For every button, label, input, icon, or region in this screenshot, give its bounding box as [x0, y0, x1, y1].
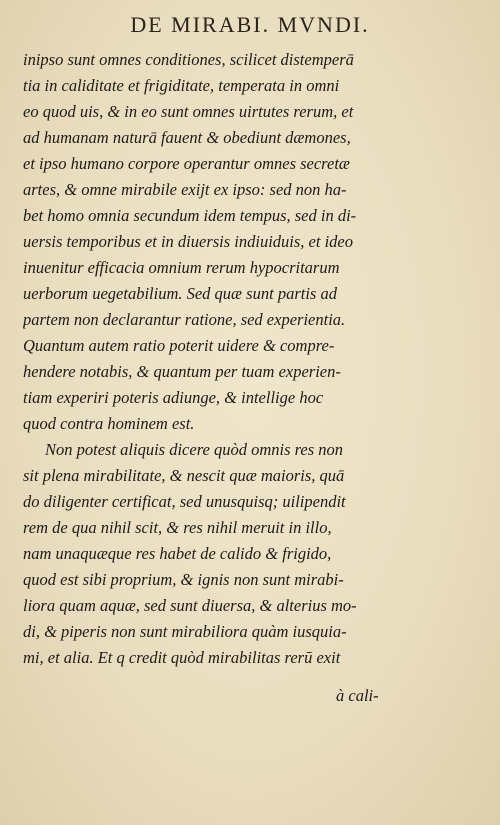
catchword: à cali-: [336, 686, 379, 705]
running-head: DE MIRABI. MVNDI.: [130, 12, 370, 37]
text-line: tiam experiri poteris adiunge, & intellige hoc: [23, 388, 324, 407]
text-line: et ipso humano corpore operantur omnes secretæ: [23, 154, 350, 173]
text-line: inipso sunt omnes conditiones, scilicet distemperā: [23, 50, 354, 69]
text-line: partem non declarantur ratione, sed experientia.: [23, 310, 346, 329]
text-line: rem de qua nihil scit, & res nihil meruit in illo,: [23, 518, 332, 537]
text-line: Non potest aliquis dicere quòd omnis res non: [45, 440, 344, 459]
text-line: mi, et alia. Et q credit quòd mirabilitas rerū exit: [23, 648, 341, 667]
text-line: uersis temporibus et in diuersis indiuiduis, et ideo: [23, 232, 353, 251]
text-line: nam unaquæque res habet de calido & frigido,: [23, 544, 332, 563]
text-line: do diligenter certificat, sed unusquisq; uilipendit: [23, 492, 346, 511]
text-line: uerborum uegetabilium. Sed quæ sunt partis ad: [23, 284, 337, 303]
text-line: di, & piperis non sunt mirabiliora quàm iusquia-: [23, 622, 347, 641]
text-line: eo quod uis, & in eo sunt omnes uirtutes rerum, et: [23, 102, 354, 121]
text-line: inuenitur efficacia omnium rerum hypocritarum: [23, 258, 340, 277]
text-line: quod contra hominem est.: [23, 414, 195, 433]
text-line: Quantum autem ratio poterit uidere & compre-: [23, 336, 335, 355]
text-line: quod est sibi proprium, & ignis non sunt mirabi-: [23, 570, 344, 589]
text-line: bet homo omnia secundum idem tempus, sed in di-: [23, 206, 357, 225]
text-line: sit plena mirabilitate, & nescit quæ maioris, quā: [23, 466, 345, 485]
text-line: hendere notabis, & quantum per tuam experien-: [23, 362, 341, 381]
text-line: liora quam aquæ, sed sunt diuersa, & alterius mo-: [23, 596, 357, 615]
text-line: artes, & omne mirabile exijt ex ipso: sed non ha-: [23, 180, 347, 199]
text-block: [23, 47, 393, 671]
text-line: ad humanam naturā fauent & obediunt dæmones,: [23, 128, 351, 147]
text-line: tia in caliditate et frigiditate, temperata in omni: [23, 76, 340, 95]
